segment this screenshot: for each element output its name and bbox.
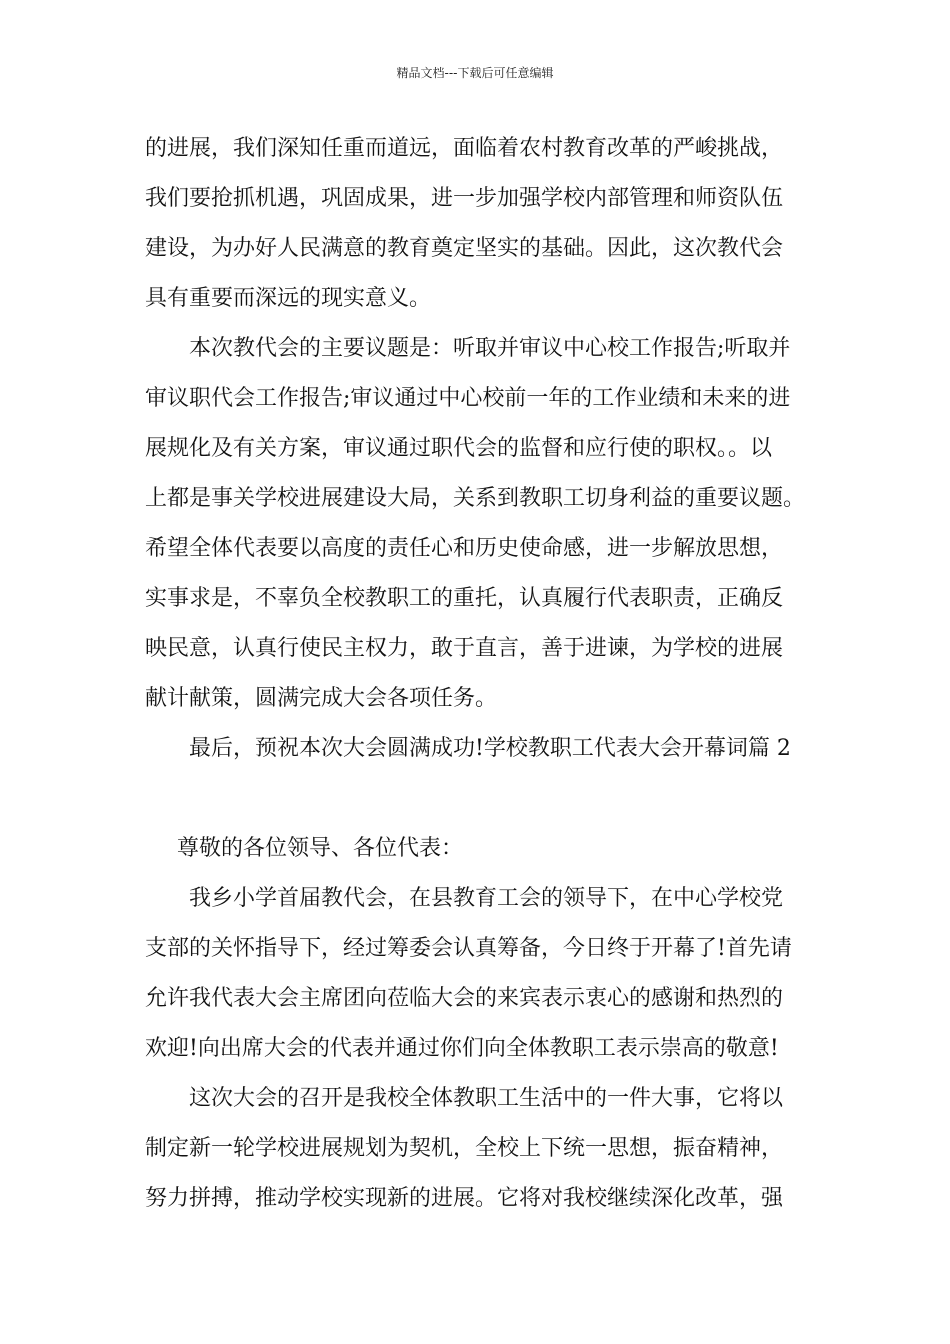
text-line: 欢迎!向出席大会的代表并通过你们向全体教职工表示崇高的敬意! xyxy=(145,1036,779,1061)
text-line: 映民意，认真行使民主权力，敢于直言，善于进谏，为学校的进展 xyxy=(145,636,784,661)
salutation-line: 尊敬的各位领导、各位代表： xyxy=(177,836,464,861)
text-line: 希望全体代表要以高度的责任心和历史使命感，进一步解放思想， xyxy=(145,536,784,561)
paragraph-start-line: 最后，预祝本次大会圆满成功!学校教职工代表大会开幕词篇 2 xyxy=(189,736,791,761)
document-body xyxy=(145,130,825,1230)
text-line: 支部的关怀指导下，经过筹委会认真筹备，今日终于开幕了!首先请 xyxy=(145,936,792,961)
text-line: 我们要抢抓机遇，巩固成果，进一步加强学校内部管理和师资队伍 xyxy=(145,186,784,211)
text-line: 具有重要而深远的现实意义。 xyxy=(145,286,432,311)
paragraph-start-line: 本次教代会的主要议题是：听取并审议中心校工作报告;听取并 xyxy=(189,336,791,361)
text-line: 制定新一轮学校进展规划为契机，全校上下统一思想，振奋精神， xyxy=(145,1136,784,1161)
page-header: 精品文档---下载后可任意编辑 xyxy=(396,66,554,80)
paragraph-start-line: 这次大会的召开是我校全体教职工生活中的一件大事，它将以 xyxy=(189,1086,784,1111)
text-line: 展规化及有关方案，审议通过职代会的监督和应行使的职权。。以 xyxy=(145,436,773,461)
blank-gap xyxy=(145,780,825,830)
text-line: 实事求是，不辜负全校教职工的重托，认真履行代表职责，正确反 xyxy=(145,586,784,611)
text-line: 审议职代会工作报告;审议通过中心校前一年的工作业绩和未来的进 xyxy=(145,386,791,411)
paragraph-start-line: 我乡小学首届教代会，在县教育工会的领导下，在中心学校党 xyxy=(189,886,784,911)
text-line: 献计献策，圆满完成大会各项任务。 xyxy=(145,686,498,711)
text-line: 的进展，我们深知任重而道远，面临着农村教育改革的严峻挑战， xyxy=(145,136,784,161)
text-line: 努力拼搏，推动学校实现新的进展。它将对我校继续深化改革，强 xyxy=(145,1186,784,1211)
text-line: 允许我代表大会主席团向莅临大会的来宾表示衷心的感谢和热烈的 xyxy=(145,986,784,1011)
text-line: 上都是事关学校进展建设大局，关系到教职工切身利益的重要议题。 xyxy=(145,486,806,511)
text-line: 建设，为办好人民满意的教育奠定坚实的基础。因此，这次教代会 xyxy=(145,236,784,261)
